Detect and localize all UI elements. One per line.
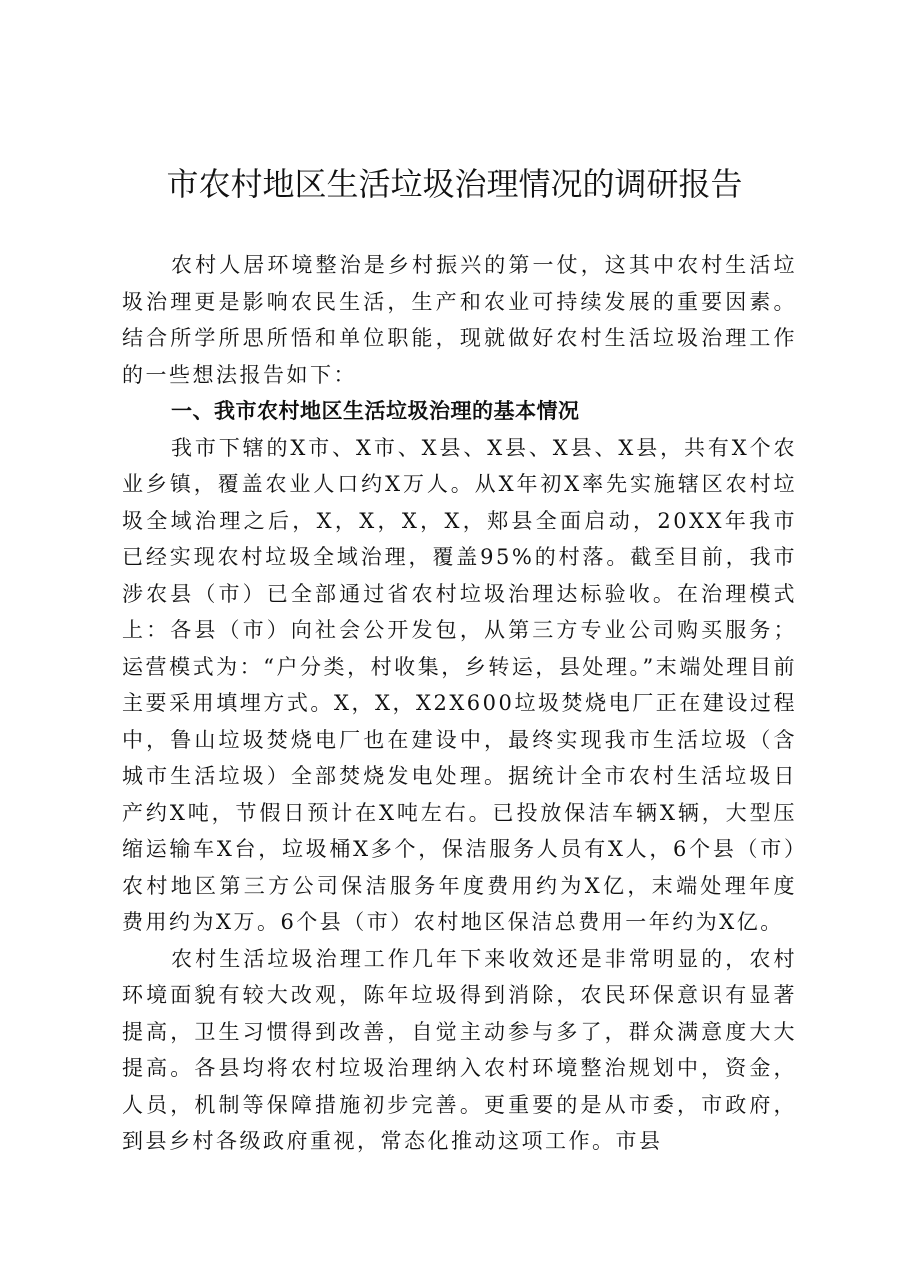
document-body bbox=[122, 247, 797, 1160]
section-paragraph: 我市下辖的X市、X市、X县、X县、X县、X县，共有X个农业乡镇，覆盖农业人口约X万人。从X年初X率先实施辖区农村垃圾全域治理之后，X，X，X，X，郏县全面启动，20XX年我市已经实现农村垃圾全域治理，覆盖95%的村落。截至目前，我市涉农县（市）已全部通过省农村垃圾治理达标验收。在治理模式上：各县（市）向社会公开发包，从第三方专业公司购买服务；运营模式为：“户分类，村收集，乡转运，县处理。”末端处理目前主要采用填埋方式。X，X，X2X600垃圾焚烧电厂正在建设过程中，鲁山垃圾焚烧电厂也在建设中，最终实现我市生活垃圾（含城市生活垃圾）全部焚烧发电处理。据统计全市农村生活垃圾日产约X吨，节假日预计在X吨左右。已投放保洁车辆X辆，大型压缩运输车X台，垃圾桶X多个，保洁服务人员有X人，6个县（市）农村地区第三方公司保洁服务年度费用约为X亿，末端处理年度费用约为X万。6个县（市）农村地区保洁总费用一年约为X亿。 bbox=[122, 435, 797, 934]
document-title: 市农村地区生活垃圾治理情况的调研报告 bbox=[166, 165, 743, 203]
section-paragraph: 农村生活垃圾治理工作几年下来收效还是非常明显的，农村环境面貌有较大改观，陈年垃圾得到消除，农民环保意识有显著提高，卫生习惯得到改善，自觉主动参与多了，群众满意度大大提高。各县均将农村垃圾治理纳入农村环境整治规划中，资金，人员，机制等保障措施初步完善。更重要的是从市委，市政府，到县乡村各级政府重视，常态化推动这项工作。市县 bbox=[122, 946, 797, 1153]
intro-paragraph: 农村人居环境整治是乡村振兴的第一仗，这其中农村生活垃圾治理更是影响农民生活，生产和农业可持续发展的重要因素。结合所学所思所悟和单位职能，现就做好农村生活垃圾治理工作的一些想法报告如下： bbox=[122, 253, 797, 387]
section-heading: 一、我市农村地区生活垃圾治理的基本情况 bbox=[171, 399, 580, 423]
